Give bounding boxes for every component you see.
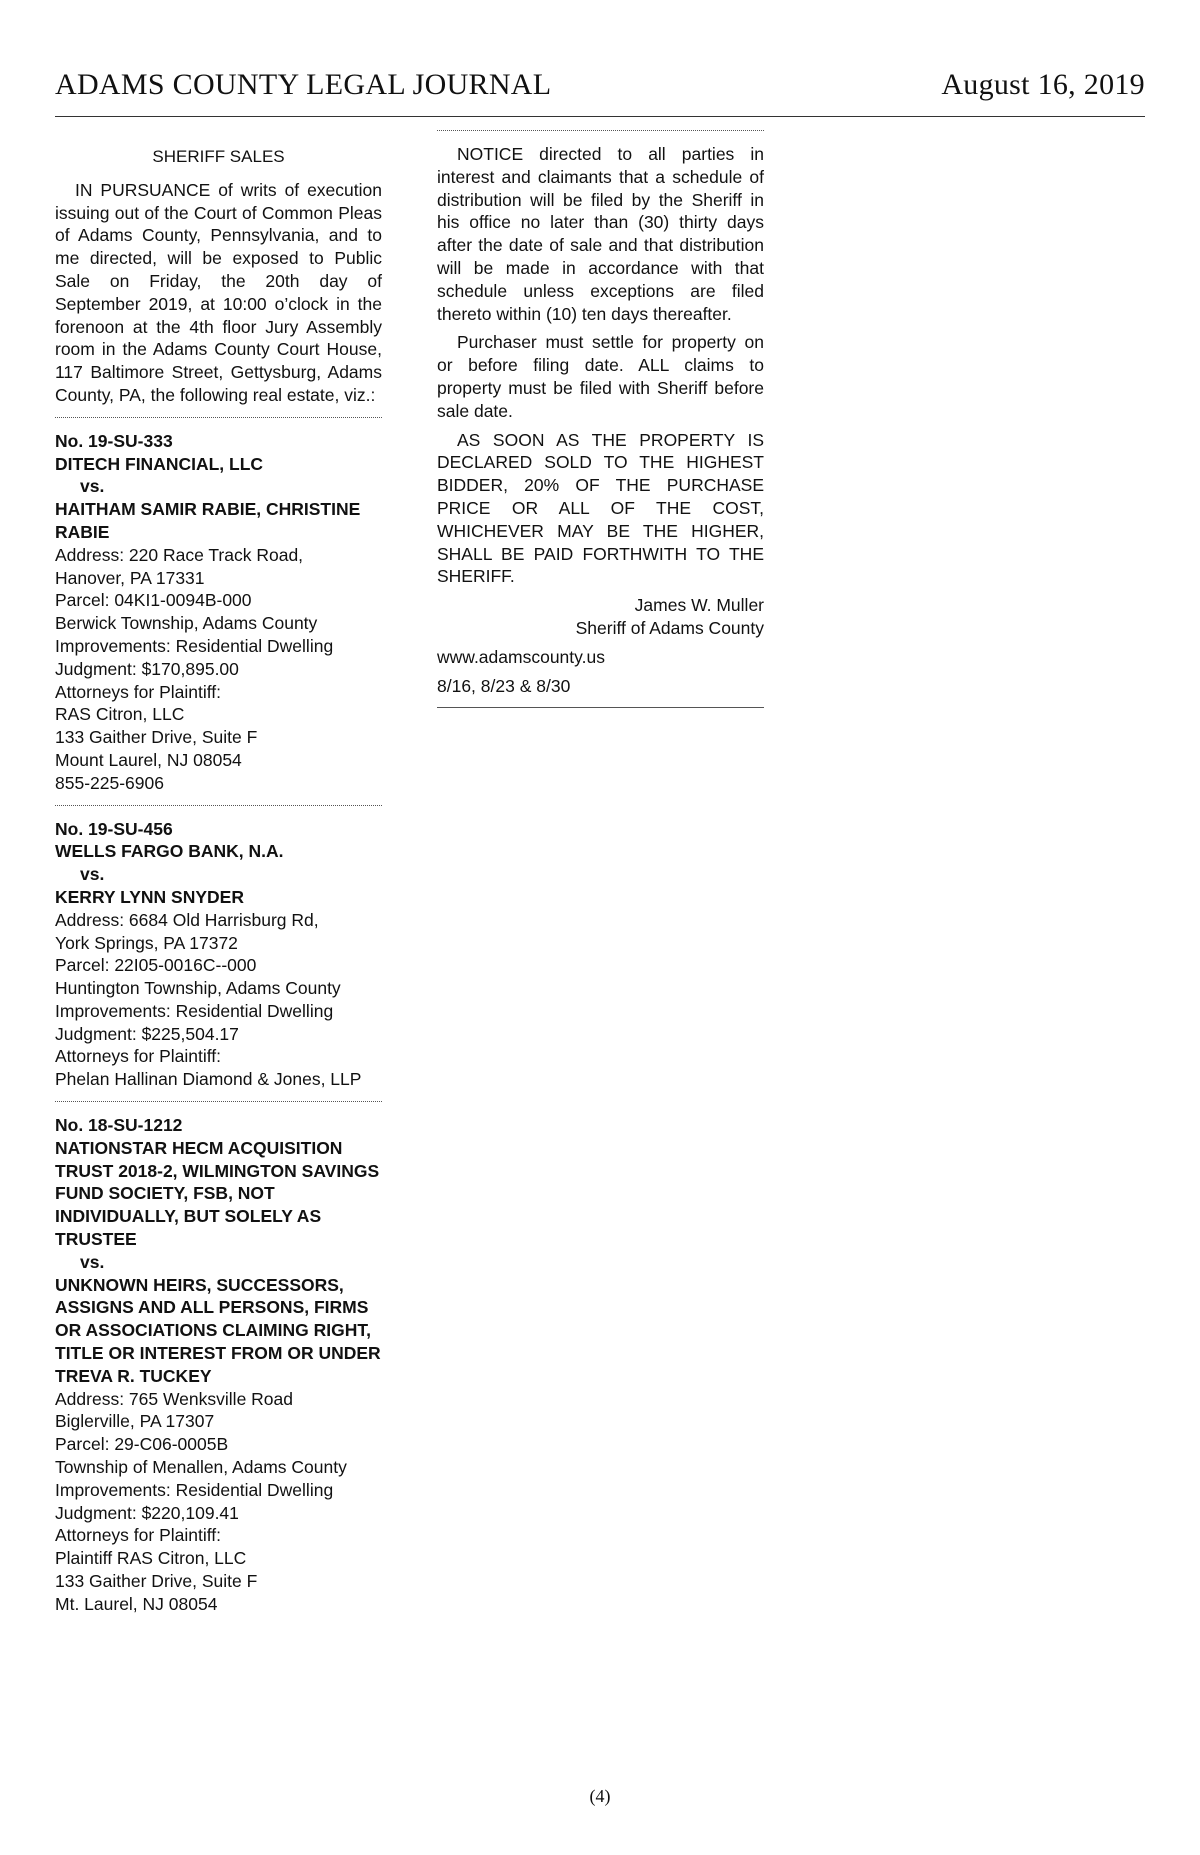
case-number: No. 19-SU-333 xyxy=(55,430,173,451)
case-address: Address: 220 Race Track Road, xyxy=(55,544,304,565)
case-judgment: Judgment: $220,109.41 xyxy=(55,1502,239,1523)
journal-title: ADAMS COUNTY LEGAL JOURNAL xyxy=(55,68,552,101)
case-city: Biglerville, PA 17307 xyxy=(55,1411,215,1432)
dotted-divider xyxy=(437,130,764,131)
issue-date: August 16, 2019 xyxy=(941,68,1145,101)
dotted-divider xyxy=(55,417,382,418)
case-number: No. 19-SU-456 xyxy=(55,818,173,839)
purchaser-notice: Purchaser must settle for property on or before filing date. ALL claims to property must be filed with Sheriff before sale date. xyxy=(437,332,764,421)
case-versus: vs. xyxy=(80,864,105,885)
case-listing xyxy=(55,430,382,795)
case-city: York Springs, PA 17372 xyxy=(55,932,238,953)
case-attorney-firm: RAS Citron, LLC xyxy=(55,704,185,725)
dotted-divider xyxy=(55,805,382,806)
case-defendant: KERRY LYNN SNYDER xyxy=(55,886,244,907)
case-attorney-firm: Phelan Hallinan Diamond & Jones, LLP xyxy=(55,1069,362,1090)
page-number: (4) xyxy=(589,1786,611,1806)
case-improvements: Improvements: Residential Dwelling xyxy=(55,635,334,656)
payment-notice: AS SOON AS THE PROPERTY IS DECLARED SOLD TO THE HIGHEST BIDDER, 20% OF THE PURCHASE PRICE OR ALL OF THE COST, WHICHEVER MAY BE THE HIGHER, SHALL BE PAID FORTHWITH TO THE SHERIFF. xyxy=(437,429,764,587)
case-attorney-street: 133 Gaither Drive, Suite F xyxy=(55,727,258,748)
case-attorneys-label: Attorneys for Plaintiff: xyxy=(55,1046,222,1067)
case-defendant: HAITHAM SAMIR RABIE, CHRISTINE RABIE xyxy=(55,499,361,542)
case-attorney-phone: 855-225-6906 xyxy=(55,772,164,793)
case-township: Berwick Township, Adams County xyxy=(55,613,318,634)
website-link[interactable]: www.adamscounty.us xyxy=(437,646,605,667)
case-township: Huntington Township, Adams County xyxy=(55,978,341,999)
case-number: No. 18-SU-1212 xyxy=(55,1115,183,1136)
case-township: Township of Menallen, Adams County xyxy=(55,1457,347,1478)
case-address: Address: 6684 Old Harrisburg Rd, xyxy=(55,909,319,930)
case-judgment: Judgment: $225,504.17 xyxy=(55,1023,239,1044)
section-end-rule xyxy=(437,707,764,708)
case-attorneys-label: Attorneys for Plaintiff: xyxy=(55,681,222,702)
case-parcel: Parcel: 29-C06-0005B xyxy=(55,1434,229,1455)
distribution-notice: NOTICE directed to all parties in interest and claimants that a schedule of distribution will be filed by the Sheriff in his office no later than (30) thirty days after the date of sale and that distribution will be made in accordance with that schedule unless exceptions are filed thereto within (10) ten days thereafter. xyxy=(437,144,764,324)
masthead xyxy=(55,68,1145,117)
section-heading: SHERIFF SALES xyxy=(152,147,285,166)
case-address: Address: 765 Wenksville Road xyxy=(55,1388,293,1409)
sheriff-name: James W. Muller xyxy=(634,595,764,616)
case-attorney-firm: Plaintiff RAS Citron, LLC xyxy=(55,1548,247,1569)
right-column xyxy=(437,130,764,708)
case-judgment: Judgment: $170,895.00 xyxy=(55,658,239,679)
case-listing xyxy=(55,1114,382,1616)
case-plaintiff: NATIONSTAR HECM ACQUISITION TRUST 2018-2, WILMINGTON SAVINGS FUND SOCIETY, FSB, NOT INDIVIDUALLY, BUT SOLELY AS TRUSTEE xyxy=(55,1137,380,1250)
intro-paragraph: IN PURSUANCE of writs of execution issuing out of the Court of Common Pleas of Adams County, Pennsylvania, and to me directed, will be exposed to Public Sale on Friday, the 20th day of September 2019, at 10:00 o’clock in the forenoon at the 4th floor Jury Assembly room in the Adams County Court House, 117 Baltimore Street, Gettysburg, Adams County, PA, the following real estate, viz.: xyxy=(55,179,382,405)
left-column xyxy=(55,143,382,1616)
case-versus: vs. xyxy=(80,1251,105,1272)
case-improvements: Improvements: Residential Dwelling xyxy=(55,1479,334,1500)
case-defendant: UNKNOWN HEIRS, SUCCESSORS, ASSIGNS AND ALL PERSONS, FIRMS OR ASSOCIATIONS CLAIMING RIGHT, TITLE OR INTEREST FROM OR UNDER TREVA R. TUCKEY xyxy=(55,1274,381,1386)
case-parcel: Parcel: 22I05-0016C--000 xyxy=(55,955,257,976)
case-attorney-street: 133 Gaither Drive, Suite F xyxy=(55,1571,258,1592)
case-attorney-city: Mount Laurel, NJ 08054 xyxy=(55,749,242,770)
sheriff-title: Sheriff of Adams County xyxy=(575,617,764,638)
case-listing xyxy=(55,818,382,1092)
case-parcel: Parcel: 04KI1-0094B-000 xyxy=(55,590,252,611)
case-plaintiff: DITECH FINANCIAL, LLC xyxy=(55,453,264,474)
case-attorneys-label: Attorneys for Plaintiff: xyxy=(55,1525,222,1546)
case-versus: vs. xyxy=(80,476,105,497)
case-plaintiff: WELLS FARGO BANK, N.A. xyxy=(55,841,284,862)
publication-dates: 8/16, 8/23 & 8/30 xyxy=(437,675,571,696)
case-improvements: Improvements: Residential Dwelling xyxy=(55,1000,334,1021)
case-attorney-city: Mt. Laurel, NJ 08054 xyxy=(55,1593,218,1614)
dotted-divider xyxy=(55,1101,382,1102)
case-city: Hanover, PA 17331 xyxy=(55,567,205,588)
